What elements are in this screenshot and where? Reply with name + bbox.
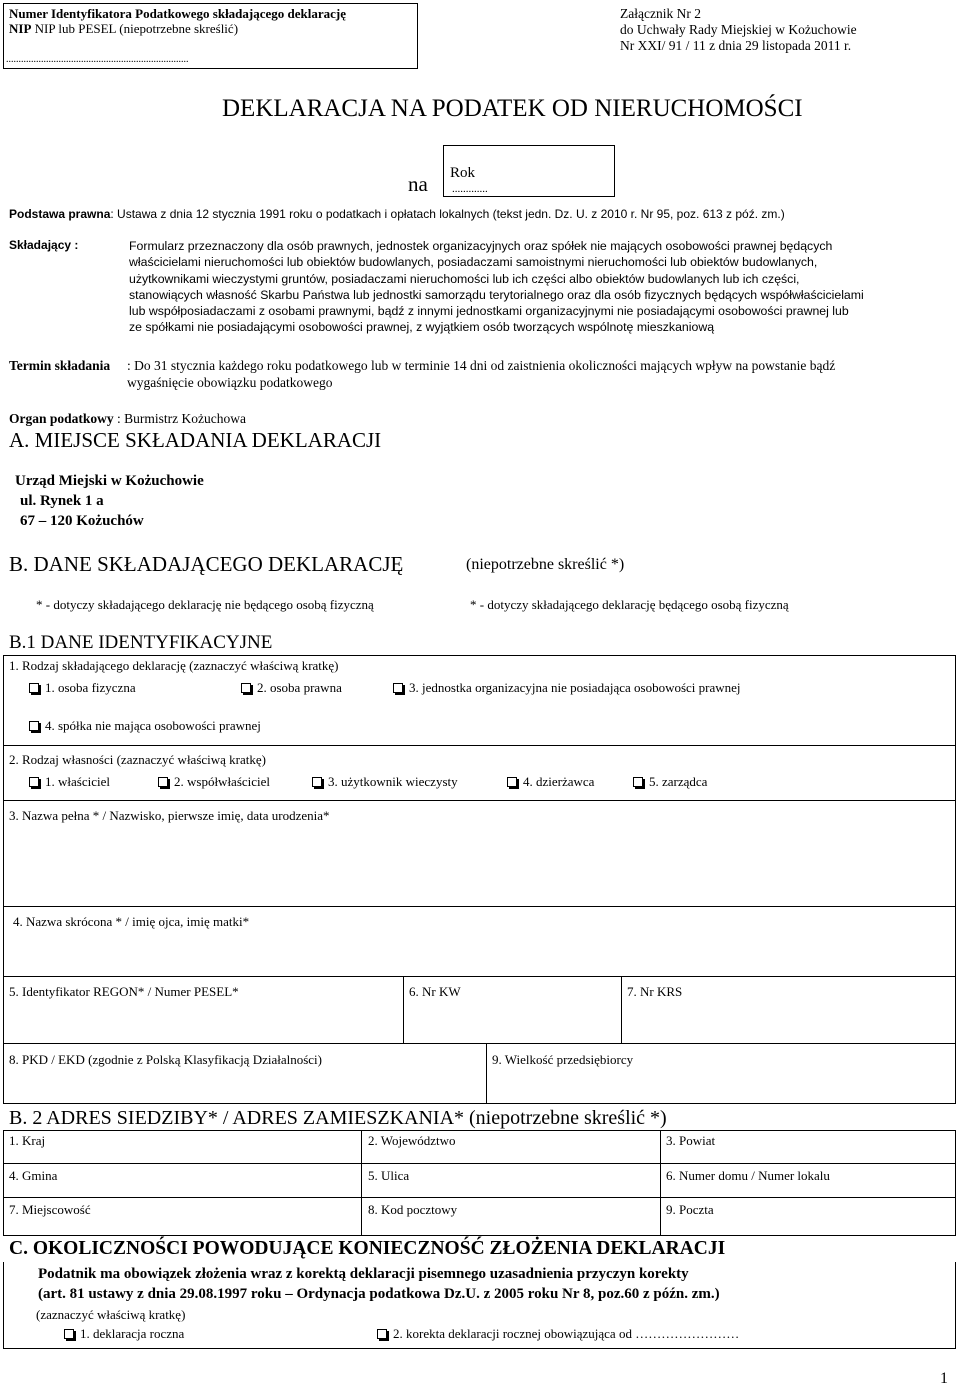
section-c-hint: (zaznaczyć właściwą kratkę) (36, 1307, 186, 1322)
legal-basis-label: Podstawa prawna (9, 207, 111, 221)
b1-line-f3 (3, 800, 956, 801)
section-c-option-correction[interactable] (377, 1326, 739, 1342)
footnote-non-person: * - dotyczy składającego deklarację nie będącego osobą fizyczną (36, 597, 374, 612)
field-county[interactable]: 3. Powiat (666, 1133, 716, 1148)
taxpayer-id-subtitle: NIP NIP lub PESEL (niepotrzebne skreślić) (9, 21, 239, 36)
section-c-title: C. OKOLICZNOŚCI POWODUJĄCE KONIECZNOŚĆ ZŁOŻENIA DEKLARACJI (9, 1238, 726, 1259)
annex-line-2: do Uchwały Rady Miejskiej w Kożuchowie (620, 22, 857, 37)
deadline-text-1: : Do 31 stycznia każdego roku podatkowego lub w terminie 14 dni od zaistnienia okoliczności mających wpływ na powstanie bądź (127, 358, 836, 373)
b2-line-top (3, 1130, 956, 1131)
submitter-label: Składający : (9, 238, 79, 252)
checkbox-icon[interactable] (64, 1329, 74, 1339)
section-b-note: (niepotrzebne skreślić *) (466, 556, 625, 573)
submitter-line-5: lub współposiadaczami z osobami prawnymi, bądź z innymi jednostkami organizacyjnymi nie posiadającymi osobowości prawnej lub (129, 304, 849, 319)
section-c-line-2: (art. 81 ustawy z dnia 29.08.1997 roku – Ordynacja podatkowa Dz.U. z 2005 roku Nr 8, poz.60 z późn. zm.) (38, 1286, 720, 1302)
field-street[interactable]: 5. Ulica (368, 1168, 410, 1183)
section-c-option-annual[interactable] (64, 1326, 184, 1342)
b2-line-row2 (3, 1163, 956, 1164)
section-a-title: A. MIEJSCE SKŁADANIA DEKLARACJI (9, 428, 382, 452)
q1-option-natural-person[interactable] (29, 680, 136, 696)
b1-line-right (955, 655, 956, 1104)
q2-option-4-label: 4. dzierżawca (523, 774, 595, 789)
q1-option-partnership[interactable] (29, 718, 261, 734)
c-line-bottom (3, 1348, 956, 1349)
field-municipality[interactable]: 4. Gmina (9, 1168, 58, 1183)
q2-option-1-label: 1. właściciel (45, 774, 110, 789)
field-full-name[interactable]: 3. Nazwa pełna * / Nazwisko, pierwsze imię, data urodzenia* (9, 808, 330, 823)
checkbox-icon[interactable] (29, 777, 39, 787)
b1-sep-f7 (621, 976, 622, 1043)
section-b2-title: B. 2 ADRES SIEDZIBY* / ADRES ZAMIESZKANIA* (niepotrzebne skreślić *) (9, 1107, 667, 1129)
field-company-size[interactable]: 9. Wielkość przedsiębiorcy (492, 1052, 634, 1067)
year-label: Rok (450, 165, 476, 181)
section-c-option-2-label: 2. korekta deklaracji rocznej obowiązująca od (393, 1326, 632, 1341)
q1-option-2-label: 2. osoba prawna (257, 680, 342, 695)
checkbox-icon[interactable] (633, 777, 643, 787)
b1-line-f8 (3, 1043, 956, 1044)
b2-line-bottom (3, 1235, 956, 1236)
q2-option-perpetual-user[interactable] (312, 774, 458, 790)
q1-label: 1. Rodzaj składającego deklarację (zaznaczyć właściwą kratkę) (9, 658, 339, 673)
q2-option-manager[interactable] (633, 774, 707, 790)
checkbox-icon[interactable] (29, 721, 39, 731)
b1-line-f4 (3, 906, 956, 907)
deadline-text-2: wygaśnięcie obowiązku podatkowego (127, 375, 333, 390)
q1-option-3-label: 3. jednostka organizacyjna nie posiadająca osobowości prawnej (409, 680, 741, 695)
field-house-number[interactable]: 6. Numer domu / Numer lokalu (666, 1168, 830, 1183)
submitter-line-3: użytkownikami wieczystymi gruntów, posiadaczami nieruchomości lub ich części albo obiektów budowlanych lub ich części, (129, 271, 800, 286)
checkbox-icon[interactable] (377, 1329, 387, 1339)
taxpayer-id-sub-text: NIP lub PESEL (niepotrzebne skreślić) (34, 21, 239, 36)
checkbox-icon[interactable] (29, 683, 39, 693)
submitter-line-1: Formularz przeznaczony dla osób prawnych, jednostek organizacyjnych oraz spółek nie mających osobowości prawnej będących (129, 239, 833, 253)
section-c-option-1-label: 1. deklaracja roczna (80, 1326, 185, 1341)
q2-label: 2. Rodzaj własności (zaznaczyć właściwą kratkę) (9, 752, 266, 767)
q2-option-2-label: 2. współwłaściciel (174, 774, 271, 789)
checkbox-icon[interactable] (158, 777, 168, 787)
authority-text: : Burmistrz Kożuchowa (117, 411, 246, 426)
c-line-left (3, 1262, 4, 1348)
year-dots: ............. (452, 183, 488, 195)
b1-line-q2 (3, 745, 956, 746)
q2-option-3-label: 3. użytkownik wieczysty (328, 774, 458, 789)
field-regon-pesel[interactable]: 5. Identyfikator REGON* / Numer PESEL* (9, 984, 239, 999)
footnote-person: * - dotyczy składającego deklarację będącego osobą fizyczną (470, 597, 789, 612)
b1-sep-f9 (486, 1043, 487, 1103)
b1-line-f5 (3, 976, 956, 977)
legal-basis-text: : Ustawa z dnia 12 stycznia 1991 roku o podatkach i opłatach lokalnych (tekst jedn. Dz. U. z 2010 r. Nr 95, poz. 613 z póź. zm.) (110, 207, 785, 221)
office-name: Urząd Miejski w Kożuchowie (15, 473, 204, 489)
legal-basis (9, 207, 785, 221)
field-voivodeship[interactable]: 2. Województwo (368, 1133, 456, 1148)
section-b1-title: B.1 DANE IDENTYFIKACYJNE (9, 632, 273, 653)
q2-option-5-label: 5. zarządca (649, 774, 708, 789)
deadline-label: Termin składania (9, 358, 111, 373)
year-prefix: na (408, 172, 428, 196)
field-pkd-ekd[interactable]: 8. PKD / EKD (zgodnie z Polską Klasyfikacją Działalności) (9, 1052, 323, 1067)
field-post-office[interactable]: 9. Poczta (666, 1202, 714, 1217)
field-short-name[interactable]: 4. Nazwa skrócona * / imię ojca, imię matki* (13, 914, 250, 929)
submitter-line-4: stanowiących własność Skarbu Państwa lub jednostki samorządu terytorialnego oraz dla osób fizycznych będących współwłaścicielami (129, 287, 864, 302)
q2-option-owner[interactable] (29, 774, 110, 790)
b2-sep-2 (660, 1130, 661, 1235)
annex-line-3: Nr XXI/ 91 / 11 z dnia 29 listopada 2011 r. (620, 38, 852, 53)
b2-line-right (955, 1130, 956, 1235)
q2-option-co-owner[interactable] (158, 774, 270, 790)
document-title: DEKLARACJA NA PODATEK OD NIERUCHOMOŚCI (222, 95, 803, 122)
b1-line-left (3, 655, 4, 1104)
field-postal-code[interactable]: 8. Kod pocztowy (368, 1202, 458, 1217)
submitter-line-6: ze spółkami nie posiadającymi osobowości prawnej, z wyjątkiem osób tworzących wspólnotę mieszkaniową (129, 320, 715, 335)
authority (9, 411, 246, 427)
field-kw-number[interactable]: 6. Nr KW (409, 984, 461, 999)
section-c-line-1: Podatnik ma obowiązek złożenia wraz z korektą deklaracji pisemnego uzasadnienia przyczyn korekty (38, 1266, 689, 1282)
checkbox-icon[interactable] (312, 777, 322, 787)
q2-option-tenant[interactable] (507, 774, 594, 790)
correction-date-dots[interactable]: …………………… (635, 1326, 740, 1341)
submitter-description (129, 238, 954, 336)
submitter-line-2: właścicielami nieruchomości lub obiektów budowlanych, posiadaczami samoistnymi nieruchomości lub obiektów budowlanych, (129, 255, 818, 270)
field-krs-number[interactable]: 7. Nr KRS (627, 984, 683, 999)
checkbox-icon[interactable] (241, 683, 251, 693)
page-number: 1 (940, 1370, 948, 1387)
q1-option-legal-person[interactable] (241, 680, 342, 696)
authority-label: Organ podatkowy (9, 411, 114, 426)
q1-option-4-label: 4. spółka nie mająca osobowości prawnej (45, 718, 261, 733)
b1-sep-f6 (403, 976, 404, 1043)
q1-option-org-unit[interactable] (393, 680, 741, 696)
checkbox-icon[interactable] (507, 777, 517, 787)
c-line-right (955, 1262, 956, 1348)
section-b-title: B. DANE SKŁADAJĄCEGO DEKLARACJĘ (9, 552, 404, 576)
b1-line-bottom (3, 1103, 956, 1104)
annex-line-1: Załącznik Nr 2 (620, 6, 701, 21)
office-street: ul. Rynek 1 a (20, 493, 104, 509)
b2-line-left (3, 1130, 4, 1235)
b1-line-top (3, 655, 956, 656)
b2-line-row3 (3, 1197, 956, 1198)
taxpayer-id-dots: ......................................................................... (6, 54, 189, 65)
taxpayer-id-title: Numer Identyfikatora Podatkowego składającego deklarację (9, 6, 347, 21)
field-country[interactable]: 1. Kraj (9, 1133, 46, 1148)
q1-option-1-label: 1. osoba fizyczna (45, 680, 136, 695)
checkbox-icon[interactable] (393, 683, 403, 693)
field-locality[interactable]: 7. Miejscowość (9, 1202, 91, 1217)
b2-sep-1 (361, 1130, 362, 1235)
office-city: 67 – 120 Kożuchów (20, 513, 144, 529)
